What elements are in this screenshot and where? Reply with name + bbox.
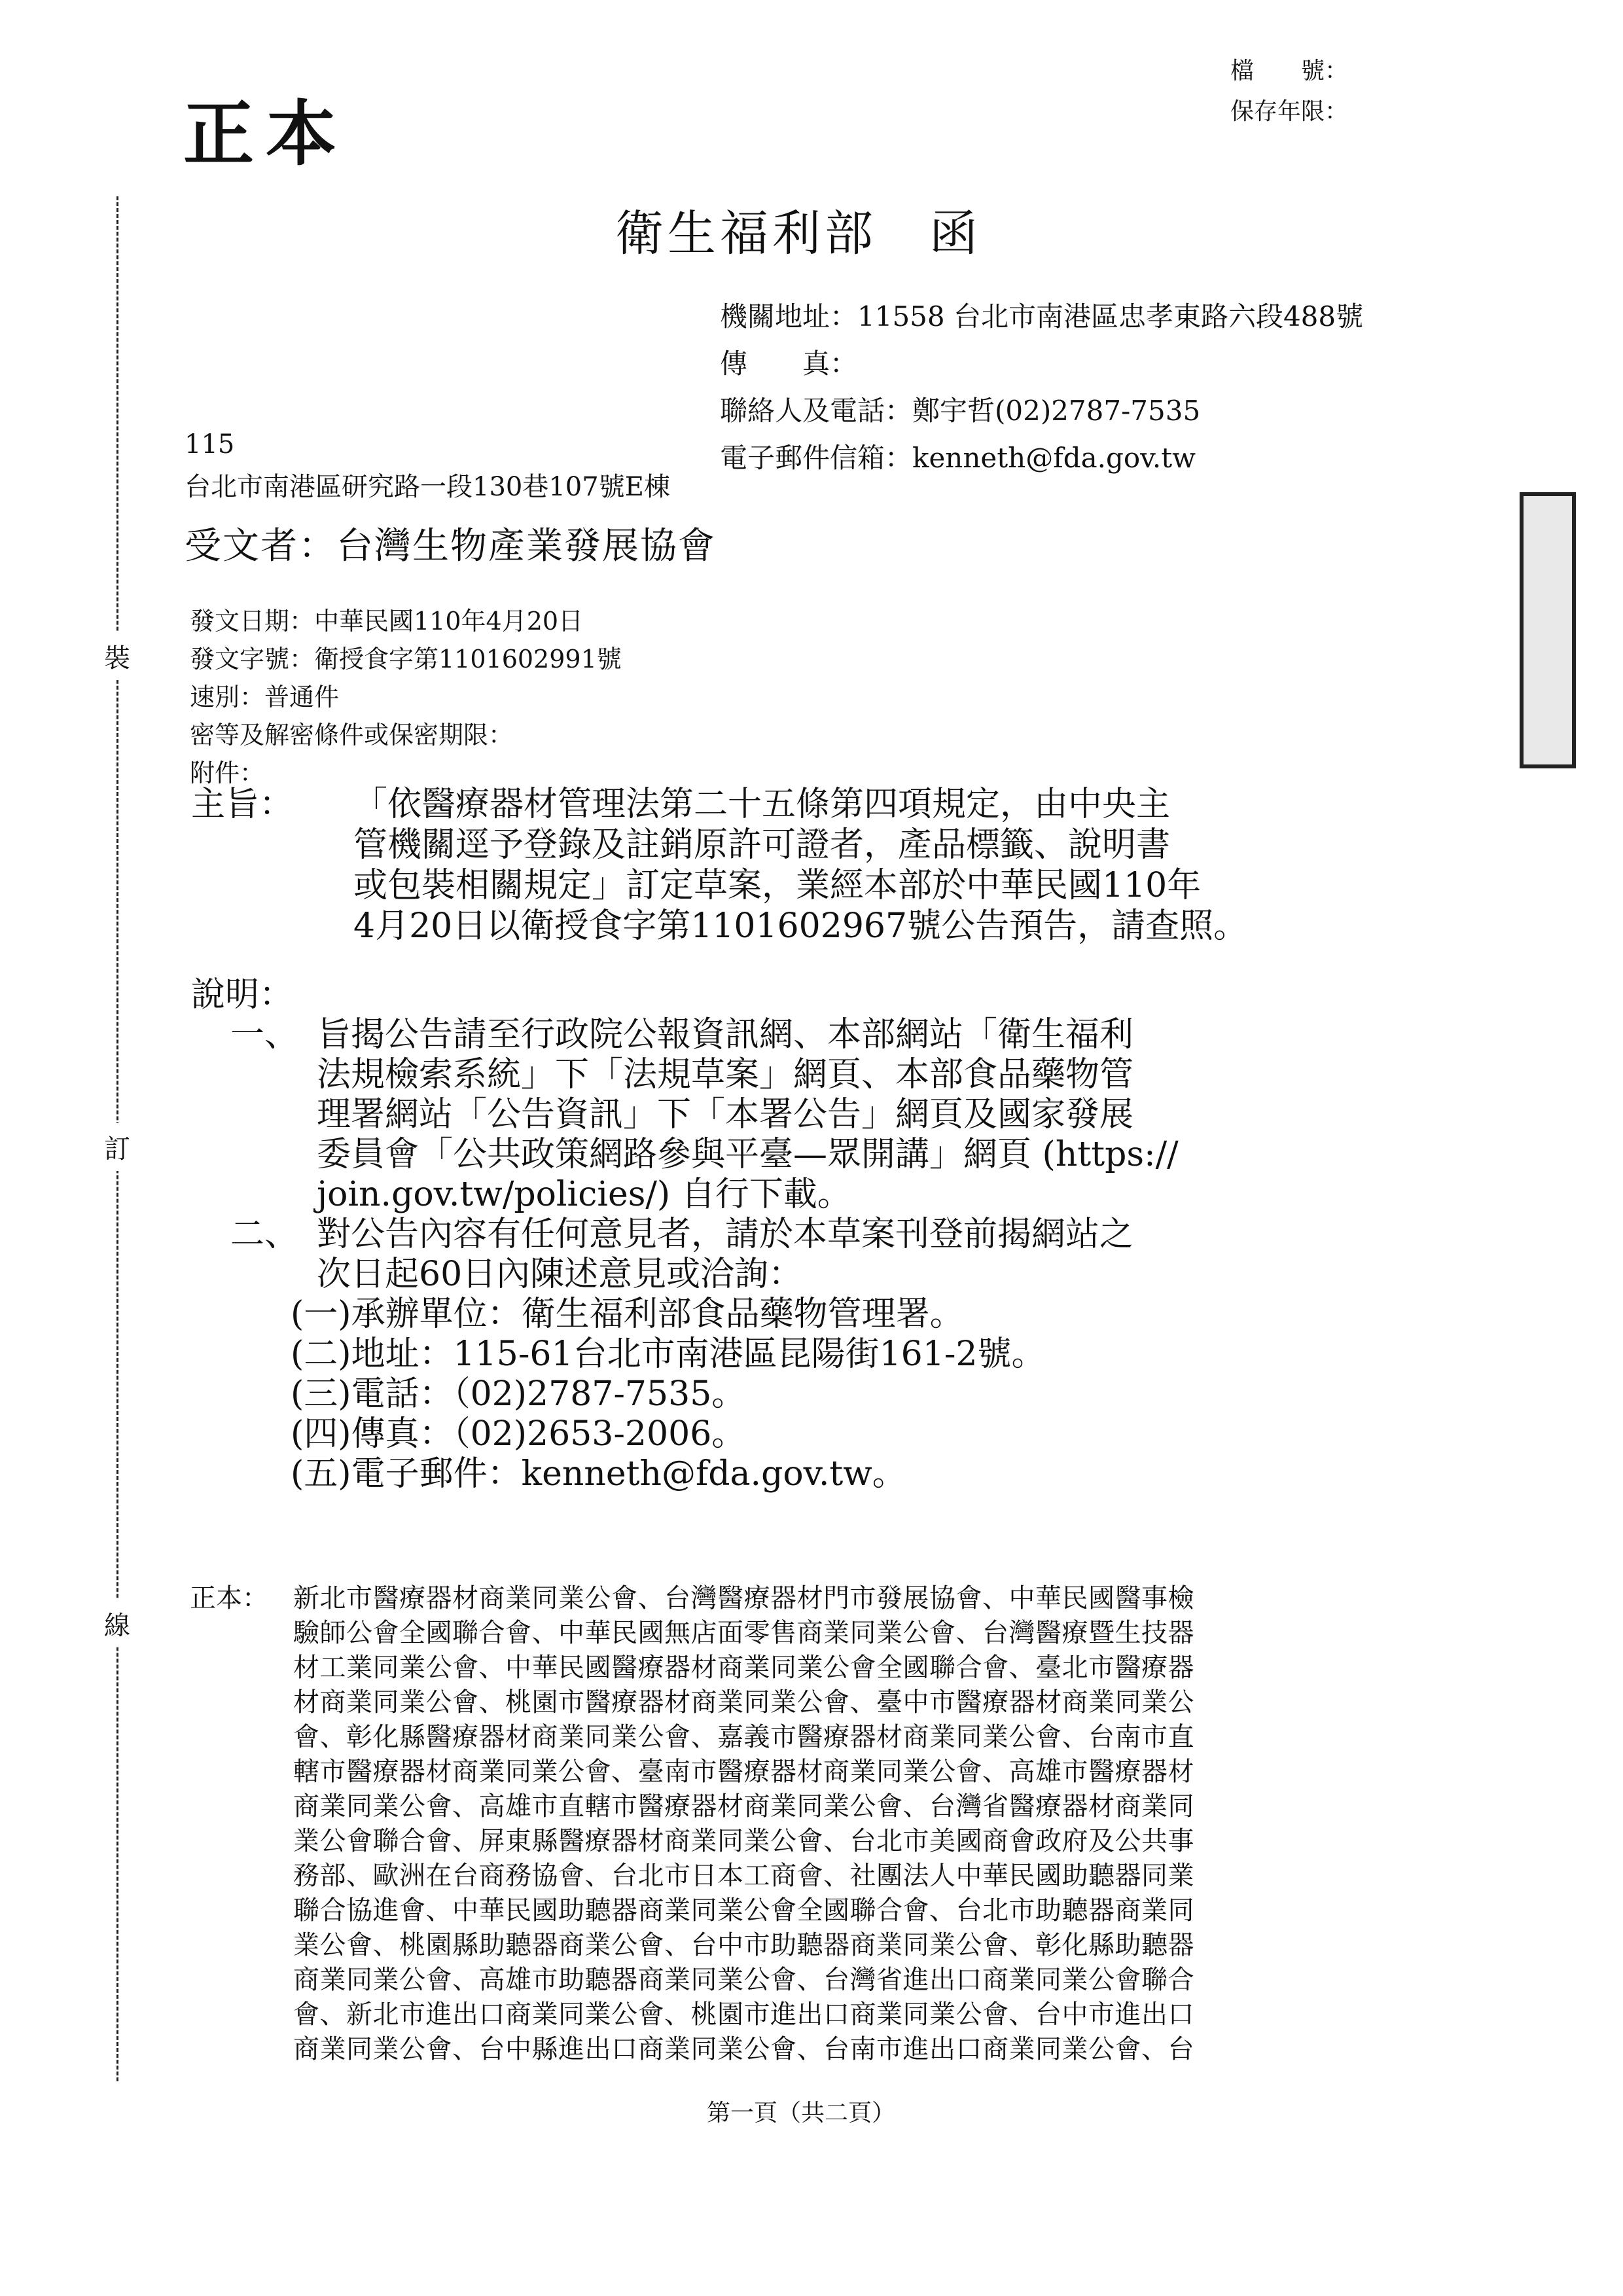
subject-label: 主旨：: [191, 785, 294, 824]
file-info-block: [1230, 51, 1348, 132]
distribution-line: 商業同業公會、高雄市助聽器商業同業公會、台灣省進出口商業同業公會聯合: [293, 1965, 1194, 1995]
subject-line: 或包裝相關規定」訂定草案，業經本部於中華民國110年: [353, 866, 1202, 905]
distribution-label: 正本：: [190, 1583, 268, 1613]
delivery-speed: 速別：普通件: [190, 683, 340, 711]
secrecy-level: 密等及解密條件或保密期限：: [190, 721, 514, 749]
sub-item-address: (二)地址：115-61台北市南港區昆陽街161-2號。: [291, 1335, 1046, 1374]
distribution-line: 聯合協進會、中華民國助聽器商業同業公會全國聯合會、台北市助聽器商業同: [293, 1895, 1194, 1926]
sub-item-phone: (三)電話：（02)2787-7535。: [291, 1374, 746, 1414]
explanation-section: [191, 975, 1179, 1494]
distribution-line: 材商業同業公會、桃園市醫療器材商業同業公會、臺中市醫療器材商業同業公: [293, 1687, 1194, 1717]
copy-mark: 正本: [183, 93, 349, 175]
agency-fax: 傳 真：: [720, 348, 858, 380]
distribution-line: 轄市醫療器材商業同業公會、臺南市醫療器材商業同業公會、高雄市醫療器材: [293, 1757, 1194, 1787]
binding-char-xian: 線: [98, 1600, 136, 1647]
subject-line: 「依醫療器材管理法第二十五條第四項規定，由中央主: [353, 785, 1171, 824]
attachment: 附件：: [190, 759, 265, 787]
subject-line: 管機關逕予登錄及註銷原許可證者，產品標籤、說明書: [353, 825, 1171, 865]
sub-item-fax: (四)傳真：（02)2653-2006。: [291, 1414, 746, 1454]
distribution-line: 業公會聯合會、屏東縣醫療器材商業同業公會、台北市美國商會政府及公共事: [293, 1826, 1194, 1856]
item-line: 對公告內容有任何意見者，請於本草案刊登前揭網站之: [317, 1215, 1134, 1254]
item-line: 次日起60日內陳述意見或洽詢：: [317, 1255, 803, 1294]
distribution-list: [293, 1581, 1623, 2067]
subject-section: [191, 784, 1247, 946]
document-title: 衛生福利部 函: [615, 206, 982, 262]
distribution-line: 材工業同業公會、中華民國醫療器材商業同業公會全國聯合會、臺北市醫療器: [293, 1653, 1194, 1683]
recipient-address: 台北市南港區研究路一段130巷107號E棟: [185, 472, 670, 502]
file-number-label: 檔 號：: [1230, 58, 1349, 84]
binding-char-zhuang: 裝: [98, 632, 136, 680]
issue-date: 發文日期：中華民國110年4月20日: [190, 607, 584, 636]
document-number: 發文字號：衛授食字第1101602991號: [190, 645, 622, 673]
item-line: join.gov.tw/policies/) 自行下載。: [317, 1175, 851, 1214]
binding-char-ding: 訂: [98, 1123, 136, 1171]
distribution-line: 商業同業公會、高雄市直轄市醫療器材商業同業公會、台灣省醫療器材商業同: [293, 1791, 1194, 1821]
distribution-line: 務部、歐洲在台商務協會、台北市日本工商會、社團法人中華民國助聽器同業: [293, 1861, 1194, 1891]
distribution-line: 會、新北市進出口商業同業公會、桃園市進出口商業同業公會、台中市進出口: [293, 2000, 1194, 2030]
item-mark: 二、: [230, 1215, 299, 1254]
agency-contact: 聯絡人及電話：鄭宇哲(02)2787-7535: [720, 395, 1201, 427]
explanation-label: 說明：: [191, 975, 294, 1014]
distribution-line: 商業同業公會、台中縣進出口商業同業公會、台南市進出口商業同業公會、台: [293, 2034, 1194, 2064]
item-line: 法規檢索系統」下「法規草案」網頁、本部食品藥物管: [317, 1055, 1134, 1094]
receipt-stamp: [1520, 492, 1576, 768]
sub-item-email: (五)電子郵件：kenneth@fda.gov.tw。: [291, 1454, 906, 1494]
item-line: 理署網站「公告資訊」下「本署公告」網頁及國家發展: [317, 1095, 1134, 1134]
retention-period-label: 保存年限：: [1230, 98, 1349, 125]
subject-line: 4月20日以衛授食字第1101602967號公告預告，請查照。: [353, 906, 1248, 946]
page-number: 第一頁（共二頁）: [707, 2100, 896, 2126]
distribution-line: 驗師公會全國聯合會、中華民國無店面零售商業同業公會、台灣醫療暨生技器: [293, 1618, 1194, 1648]
agency-info: [720, 293, 1363, 482]
agency-email: 電子郵件信箱：kenneth@fda.gov.tw: [720, 442, 1196, 474]
recipient: 受文者：台灣生物產業發展協會: [185, 525, 716, 567]
item-mark: 一、: [230, 1015, 299, 1054]
item-line: 旨揭公告請至行政院公報資訊網、本部網站「衛生福利: [317, 1015, 1134, 1054]
document-metadata: [190, 602, 622, 792]
agency-address: 機關地址：11558 台北市南港區忠孝東路六段488號: [720, 300, 1364, 332]
distribution-line: 會、彰化縣醫療器材商業同業公會、嘉義市醫療器材商業同業公會、台南市直: [293, 1722, 1194, 1752]
sub-item-contact-unit: (一)承辦單位：衛生福利部食品藥物管理署。: [291, 1295, 964, 1334]
recipient-postal-code: 115: [185, 429, 235, 459]
item-line: 委員會「公共政策網路參與平臺—眾開講」網頁 (https://: [317, 1135, 1179, 1174]
distribution-line: 業公會、桃園縣助聽器商業公會、台中市助聽器商業同業公會、彰化縣助聽器: [293, 1930, 1194, 1960]
distribution-line: 新北市醫療器材商業同業公會、台灣醫療器材門市發展協會、中華民國醫事檢: [293, 1583, 1194, 1613]
